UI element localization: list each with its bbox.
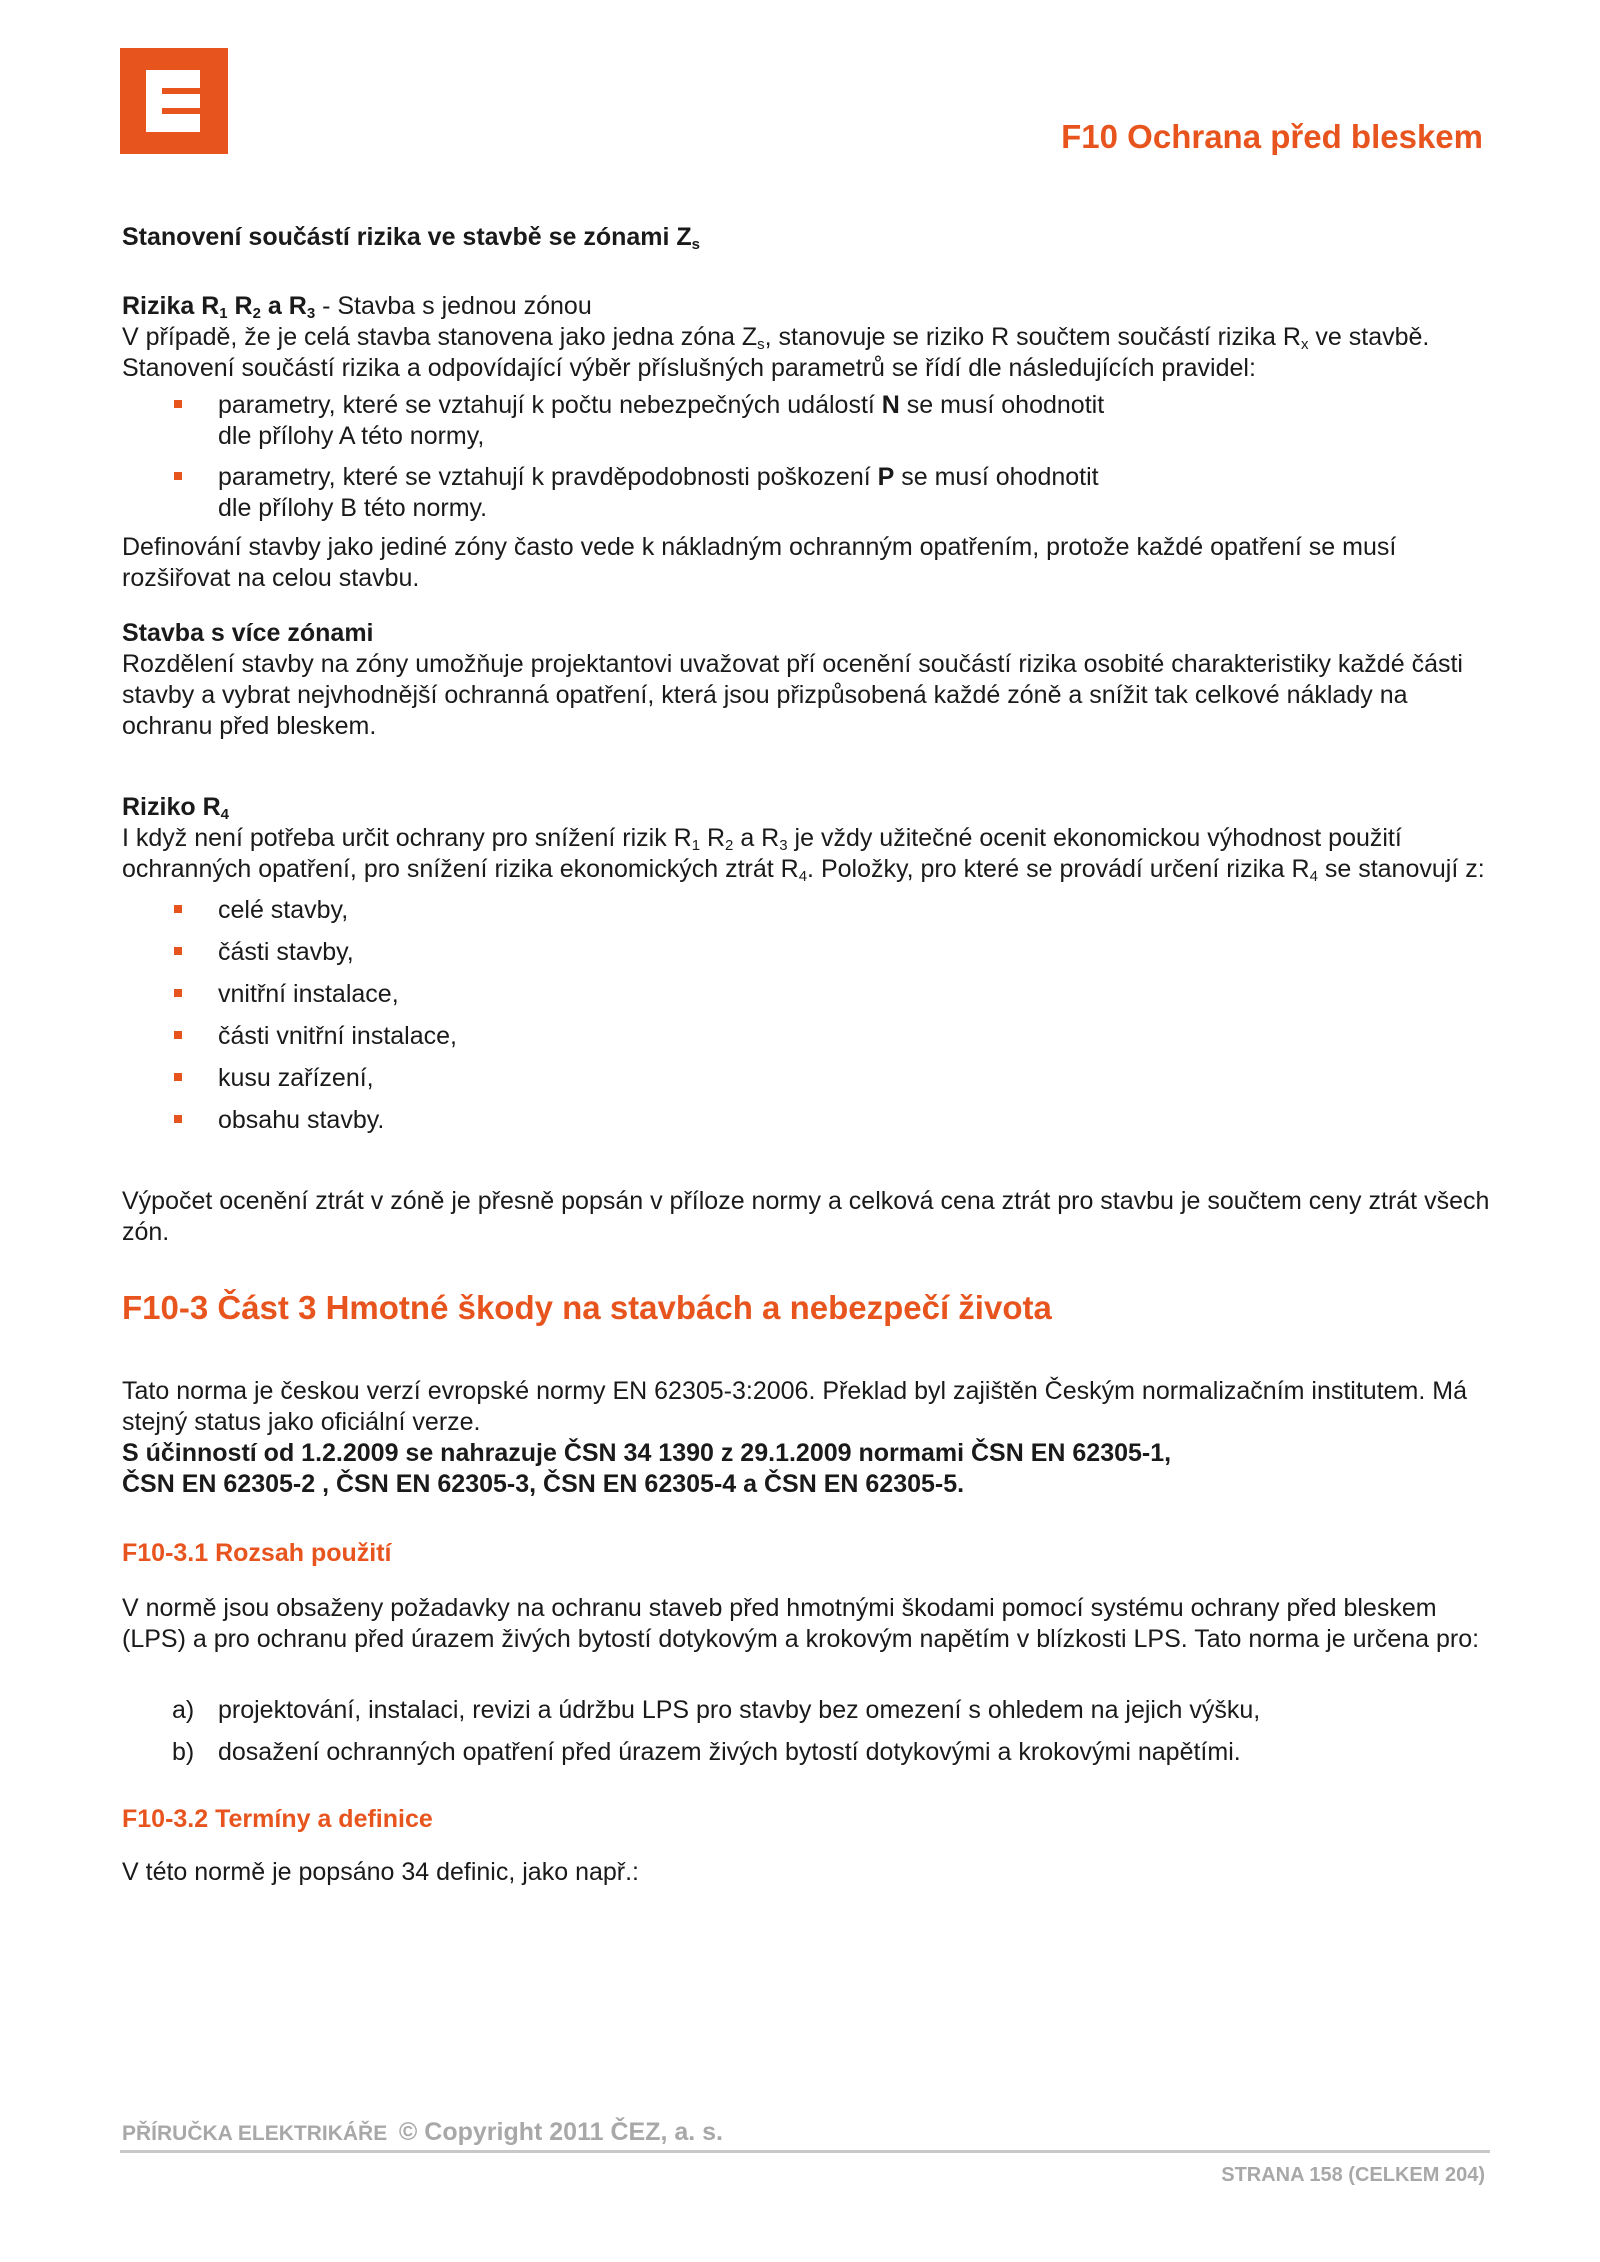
paragraph-standard-info: Tato norma je českou verzí evropské normy EN 62305-3:2006. Překlad byl zajištěn Českým normalizačním institutem. Má stejný status jako oficiální verze.: [122, 1377, 1468, 1436]
list-item: části vnitřní instalace,: [122, 1021, 1492, 1052]
paragraph-replacement-note: S účinností od 1.2.2009 se nahrazuje ČSN 34 1390 z 29.1.2009 normami ČSN EN 62305-1, ČSN EN 62305-2 , ČSN EN 62305-3, ČSN EN 62305-4 a ČSN EN 62305-5.: [122, 1439, 1172, 1498]
list-item: části stavby,: [122, 937, 1492, 968]
page-content: [122, 222, 1492, 1888]
list-item: vnitřní instalace,: [122, 979, 1492, 1010]
bullet-square-icon: [174, 989, 182, 997]
section-heading-risk-components: Stanovení součástí rizika ve stavbě se zónami $Z_s$: [122, 223, 701, 253]
list-item: b) dosažení ochranných opatření před úrazem živých bytostí dotykovými a krokovými napětími.: [172, 1738, 1241, 1766]
list-item: parametry, které se vztahují k počtu nebezpečných událostí N se musí ohodnotit dle přílohy A této normy,: [122, 390, 1492, 452]
list-item: parametry, které se vztahují k pravděpodobnosti poškození P se musí ohodnotit dle přílohy B této normy.: [122, 462, 1492, 524]
paragraph-multi-zone: Rozdělení stavby na zóny umožňuje projektantovi uvažovat pří ocenění součástí rizika osobité charakteristiky každé části stavby a vybrat nejvhodnější ochranná opatření, která jsou přizpůsobená každé zóně a snížit tak celkové náklady na ochranu před bleskem.: [122, 650, 1463, 740]
r4-items-list: [122, 895, 1492, 1136]
bullet-square-icon: [174, 1031, 182, 1039]
section-heading-risk-r4: Riziko $R_4$: [122, 793, 229, 823]
rules-list: [122, 390, 1492, 524]
footer-page-number: STRANA 158 (CELKEM 204): [1221, 2164, 1485, 2186]
section-heading-part3: F10-3 Část 3 Hmotné škody na stavbách a nebezpečí života: [122, 1289, 1052, 1326]
chapter-title: F10 Ochrana před bleskem: [1061, 118, 1483, 155]
paragraph-terms: V této normě je popsáno 34 definic, jako např.:: [122, 1858, 639, 1886]
bullet-square-icon: [174, 905, 182, 913]
scope-list: [122, 1695, 1492, 1768]
bullet-square-icon: [174, 400, 182, 408]
list-item: kusu zařízení,: [122, 1063, 1492, 1094]
paragraph-single-zone: V případě, že je celá stavba stanovena jako jedna zóna $Z_s$, stanovuje se riziko R součtem součástí rizika $R_x$ ve stavbě. Stanovení součástí rizika a odpovídající výběr příslušných parametrů se řídí dle následujících pravidel:: [122, 323, 1430, 382]
footer-copyright: PŘÍRUČKA ELEKTRIKÁŘE © Copyright 2011 ČEZ, a. s.: [122, 2118, 723, 2146]
paragraph-scope: V normě jsou obsaženy požadavky na ochranu staveb před hmotnými škodami pomocí systému ochrany před bleskem (LPS) a pro ochranu před úrazem živých bytostí dotykovým a krokovým napětím v blízkosti LPS. Tato norma je určena pro:: [122, 1594, 1480, 1653]
bullet-square-icon: [174, 947, 182, 955]
list-item: a) projektování, instalaci, revizi a údržbu LPS pro stavby bez omezení s ohledem na jejich výšku,: [172, 1696, 1261, 1724]
section-heading-terms: F10-3.2 Termíny a definice: [122, 1805, 433, 1833]
section-heading-scope: F10-3.1 Rozsah použití: [122, 1539, 392, 1567]
footer-divider: [120, 2150, 1490, 2153]
paragraph-single-zone-cost: Definování stavby jako jediné zóny často vede k nákladným ochranným opatřením, protože každé opatření se musí rozšiřovat na celou stavbu.: [122, 533, 1397, 592]
paragraph-loss-calculation: Výpočet ocenění ztrát v zóně je přesně popsán v příloze normy a celková cena ztrát pro stavbu je součtem ceny ztrát všech zón.: [122, 1187, 1490, 1246]
list-item: celé stavby,: [122, 895, 1492, 926]
bullet-square-icon: [174, 1073, 182, 1081]
list-item: obsahu stavby.: [122, 1105, 1492, 1136]
cez-logo: [120, 48, 228, 154]
bullet-square-icon: [174, 472, 182, 480]
section-heading-multi-zone: Stavba s více zónami: [122, 619, 374, 647]
bullet-square-icon: [174, 1115, 182, 1123]
section-heading-risks-r1-r3: Rizika $R_1$ $R_2$ a $R_3$ - Stavba s jednou zónou: [122, 292, 592, 322]
paragraph-risk-r4: I když není potřeba určit ochrany pro snížení rizik $R_1$ $R_2$ a $R_3$ je vždy užitečné ocenit ekonomickou výhodnost použití ochranných opatření, pro snížení rizika ekonomických ztrát $R_4$. Položky, pro které se provádí určení rizika $R_4$ se stanovují z:: [122, 824, 1485, 885]
